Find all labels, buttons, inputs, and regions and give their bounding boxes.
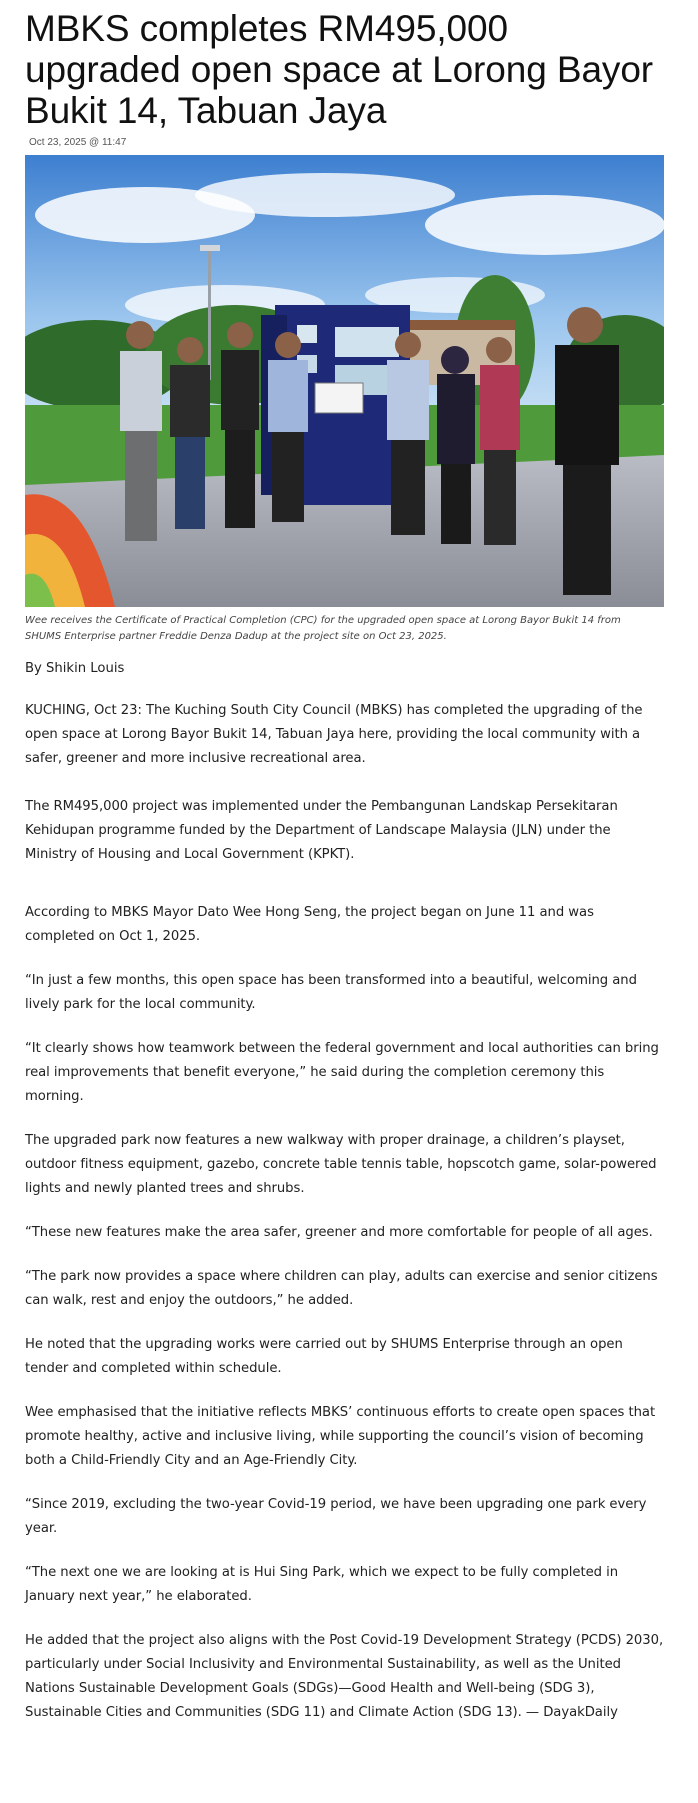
paragraph: “Since 2019, excluding the two-year Covid-19 period, we have been upgrading one park every year. — [25, 1497, 647, 1536]
paragraph: Wee emphasised that the initiative reflects MBKS’ continuous efforts to create open spaces that promote healthy, active and inclusive living, while supporting the council’s vision of becoming both a Child-Friendly City and an Age-Friendly City. — [25, 1405, 656, 1468]
paragraph: The upgraded park now features a new walkway with proper drainage, a children’s playset, outdoor fitness equipment, gazebo, concrete table tennis table, hopscotch game, solar-powered lights and newly planted trees and shrubs. — [25, 1133, 657, 1196]
paragraph: “These new features make the area safer, greener and more comfortable for people of all ages. — [25, 1225, 653, 1240]
paragraph: “It clearly shows how teamwork between the federal government and local authorities can bring real improvements that benefit everyone,” he said during the completion ceremony this morning. — [25, 1041, 659, 1104]
photo-caption: Wee receives the Certificate of Practical Completion (CPC) for the upgraded open space at Lorong Bayor Bukit 14 from SHUMS Enterprise partner Freddie Denza Dadup at the project site on Oct 23, 2025. — [25, 615, 621, 642]
paragraph: KUCHING, Oct 23: The Kuching South City Council (MBKS) has completed the upgrading of the open space at Lorong Bayor Bukit 14, Tabuan Jaya here, providing the local community with a safer, greener and more inclusive recreational area. — [25, 703, 643, 766]
paragraph: According to MBKS Mayor Dato Wee Hong Seng, the project began on June 11 and was completed on Oct 1, 2025. — [25, 905, 594, 944]
paragraph: “The park now provides a space where children can play, adults can exercise and senior citizens can walk, rest and enjoy the outdoors,” he added. — [25, 1269, 658, 1308]
paragraph: The RM495,000 project was implemented under the Pembangunan Landskap Persekitaran Kehidupan programme funded by the Department of Landscape Malaysia (JLN) under the Ministry of Housing and Local Government (KPKT). — [25, 799, 618, 862]
publish-date: Oct 23, 2025 @ 11:47 — [29, 137, 127, 148]
paragraph: “In just a few months, this open space has been transformed into a beautiful, welcoming and lively park for the local community. — [25, 973, 637, 1012]
article-body — [25, 699, 665, 1725]
headline: MBKS completes RM495,000 upgraded open space at Lorong Bayor Bukit 14, Tabuan Jaya — [25, 8, 654, 131]
byline: By Shikin Louis — [25, 661, 125, 676]
article — [25, 8, 665, 1725]
paragraph: He noted that the upgrading works were carried out by SHUMS Enterprise through an open tender and completed within schedule. — [25, 1337, 623, 1376]
article-photo[interactable] — [25, 155, 664, 607]
paragraph: He added that the project also aligns with the Post Covid-19 Development Strategy (PCDS) 2030, particularly under Social Inclusivity and Environmental Sustainability, as well as the United Nations Sustainable Development Goals (SDGs)—Good Health and Well-being (SDG 3), Sustainable Cities and Communities (SDG 11) and Climate Action (SDG 13). — DayakDaily — [25, 1633, 664, 1720]
paragraph: “The next one we are looking at is Hui Sing Park, which we expect to be fully completed in January next year,” he elaborated. — [25, 1565, 619, 1604]
